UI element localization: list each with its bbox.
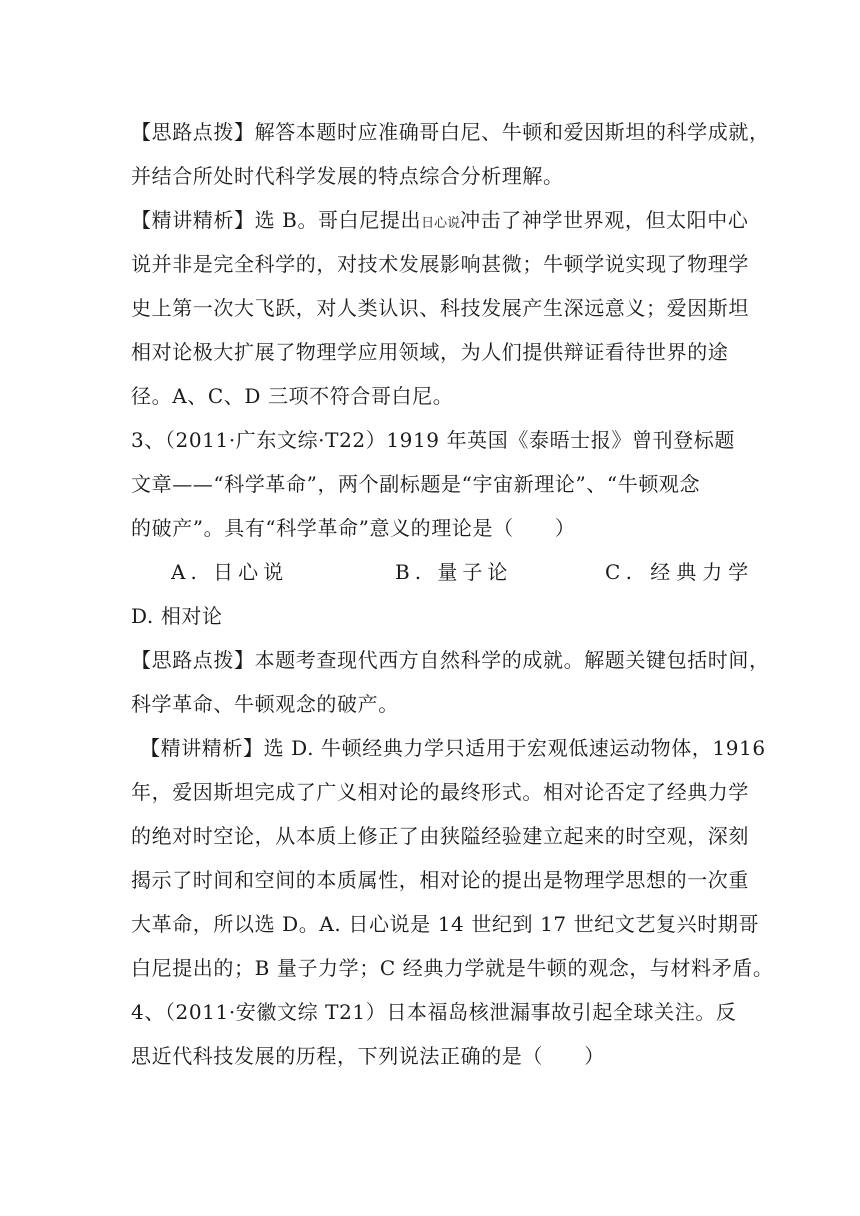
question-4-stem: 4、（2011·安徽文综 T21）日本福岛核泄漏事故引起全球关注。反 — [131, 1000, 737, 1024]
text-segment: 【精讲精析】选 B。哥白尼提出 — [131, 208, 422, 232]
option-b: B. 量子论 — [395, 560, 513, 584]
text-line: 说并非是完全科学的，对技术发展影响甚微；牛顿学说实现了物理学 — [131, 252, 749, 276]
text-line: 年，爱因斯坦完成了广义相对论的最终形式。相对论否定了经典力学 — [131, 780, 749, 804]
answer-options — [131, 550, 755, 594]
text-line: 并结合所处时代科学发展的特点综合分析理解。 — [131, 164, 564, 188]
text-line: 揭示了时间和空间的本质属性，相对论的提出是物理学思想的一次重 — [131, 868, 749, 892]
text-segment: 冲击了神学世界观，但太阳中心 — [460, 208, 749, 232]
text-line: 的绝对时空论，从本质上修正了由狭隘经验建立起来的时空观，深刻 — [131, 824, 749, 848]
text-line: 【精讲精析】选 D. 牛顿经典力学只适用于宏观低速运动物体，1916 — [140, 736, 766, 760]
option-c: C. 经典力学 — [605, 560, 755, 584]
text-line: 【思路点拨】本题考查现代西方自然科学的成就。解题关键包括时间， — [131, 648, 770, 672]
option-a: A. 日心说 — [171, 560, 289, 584]
text-line: 径。A、C、D 三项不符合哥白尼。 — [131, 384, 454, 408]
text-line: 大革命，所以选 D。A. 日心说是 14 世纪到 17 世纪文艺复兴时期哥 — [131, 912, 760, 936]
text-line: 【思路点拨】解答本题时应准确哥白尼、牛顿和爱因斯坦的科学成就， — [131, 120, 770, 144]
text-line: 史上第一次大飞跃，对人类认识、科技发展产生深远意义；爱因斯坦 — [131, 296, 749, 320]
text-line — [131, 198, 749, 242]
text-segment-small: 日心说 — [421, 216, 461, 231]
text-line: 思近代科技发展的历程，下列说法正确的是（ ） — [131, 1044, 605, 1068]
document-body — [131, 110, 774, 1078]
text-line: 文章——“科学革命”，两个副标题是“宇宙新理论”、“牛顿观念 — [131, 472, 701, 496]
text-line: 科学革命、牛顿观念的破产。 — [131, 692, 399, 716]
option-d: D. 相对论 — [131, 604, 223, 628]
text-line: 白尼提出的；B 量子力学；C 经典力学就是牛顿的观念，与材料矛盾。 — [131, 956, 774, 980]
text-line: 的破产”。具有“科学革命”意义的理论是（ ） — [131, 516, 576, 540]
question-3-stem: 3、（2011·广东文综·T22）1919 年英国《泰晤士报》曾刊登标题 — [131, 428, 735, 452]
text-line: 相对论极大扩展了物理学应用领域，为人们提供辩证看待世界的途 — [131, 340, 729, 364]
